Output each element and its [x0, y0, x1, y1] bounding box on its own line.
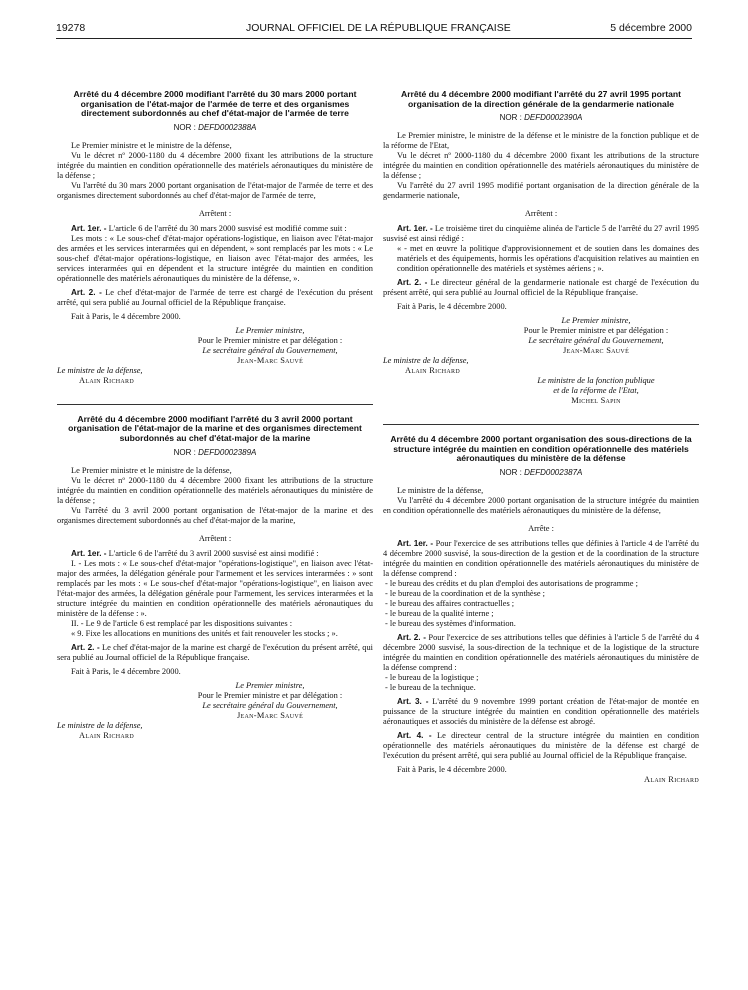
decree-title: Arrêté du 4 décembre 2000 modifiant l'arrêté du 27 avril 1995 portant organisation de la direction générale de la gendarmerie nationale	[400, 89, 681, 109]
article-label: Art. 1er. -	[397, 538, 434, 548]
list-item: - le bureau des affaires contractuelles ;	[385, 598, 515, 608]
signatory-name: Alain Richard	[79, 730, 134, 740]
article-label: Art. 2. -	[397, 278, 428, 288]
decree-simmad	[383, 435, 699, 785]
done-at: Fait à Paris, le 4 décembre 2000.	[71, 666, 181, 676]
signature-title: Le secrétaire général du Gouvernement,	[202, 700, 338, 710]
article-1: Art. 1er. - Pour l'exercice de ses attributions telles que définies à l'article 4 de l'arrêté du 4 décembre 2000 susvisé, la sous-direction de la gestion et de la coordination de la structure intégrée du maintien en condition opérationnelle des matériels aéronautiques du ministère de la défense comprend :	[383, 538, 699, 578]
list-item: - le bureau des systèmes d'information.	[385, 618, 516, 628]
decree-title: Arrêté du 4 décembre 2000 modifiant l'arrêté du 3 avril 2000 portant organisation de l'état-major de la marine et des organismes directement subordonnés au chef d'état-major de la marine	[68, 413, 362, 443]
nor-line: NOR : DEFD0002389A	[173, 447, 257, 457]
arrete-heading: Arrêtent :	[524, 209, 558, 219]
article-2: Art. 2. - Le chef d'état-major de l'armée de terre est chargé de l'exécution du présent arrêté, qui sera publié au Journal officiel de la République française.	[57, 287, 373, 307]
signature-title: Le ministre de la fonction publique	[537, 376, 655, 386]
article-text: II. - Le 9 de l'article 6 est remplacé par les dispositions suivantes :	[71, 618, 293, 628]
article-2: Art. 2. - Le chef d'état-major de la marine est chargé de l'exécution du présent arrêté, qui sera publié au Journal officiel de la République française.	[57, 642, 373, 662]
article-label: Art. 1er. -	[397, 224, 433, 234]
visa: Vu l'arrêté du 30 mars 2000 portant organisation de l'état-major de l'armée de terre et des organismes directement subordonnés au chef d'état-major de l'armée de terre,	[57, 180, 373, 200]
article-text: I. - Les mots : « Le sous-chef d'état-major "opérations-logistique", en liaison avec l'état-major des armées, la délégation générale pour l'armement et les services interarmées : » sont remplacés par les mots : « Le sous-chef d'état-major "opérations-logistique", en liaison avec l'état-major des armées, la délégation générale pour l'armement, les services interarmées et la structure intégrée du maintien en condition opérationnelle des matériels aéronautiques du ministère de la défense : ».	[57, 558, 373, 618]
article-1: Art. 1er. - Le troisième tiret du cinquième alinéa de l'article 5 de l'arrêté du 27 avril 1995 susvisé est ainsi rédigé :	[383, 224, 699, 244]
left-column	[57, 90, 373, 759]
signature-title: Le secrétaire général du Gouvernement,	[528, 336, 664, 346]
article-2: Art. 2. - Pour l'exercice de ses attributions telles que définies à l'article 5 de l'arrêté du 4 décembre 2000 susvisé, la sous-direction de la technique et de la logistique de la structure intégrée du maintien en condition opérationnelle des matériels aéronautiques du ministère de la défense comprend :	[383, 632, 700, 672]
preamble: Le Premier ministre et le ministre de la défense,	[71, 465, 232, 475]
decree-title: Arrêté du 4 décembre 2000 modifiant l'arrêté du 30 mars 2000 portant organisation de l'état-major de l'armée de terre et des organismes directement subordonnés au chef d'état-major de l'armée de terre	[73, 89, 357, 119]
visa: Vu l'arrêté du 27 avril 1995 modifié portant organisation de la direction générale de la gendarmerie nationale,	[383, 181, 699, 201]
visa: Vu l'arrêté du 3 avril 2000 portant organisation de l'état-major de la marine et des organismes directement subordonnés au chef d'état-major de la marine,	[57, 505, 373, 525]
signature-line: Pour le Premier ministre et par délégation :	[197, 335, 343, 345]
arrete-heading: Arrêtent :	[198, 533, 232, 543]
article-label: Art. 1er. -	[71, 548, 107, 558]
done-at: Fait à Paris, le 4 décembre 2000.	[71, 311, 181, 321]
signatory-name: Jean-Marc Sauvé	[236, 710, 304, 720]
preamble: Le Premier ministre, le ministre de la défense et le ministre de la fonction publique et de la réforme de l'Etat,	[383, 131, 699, 151]
signature-line: Pour le Premier ministre et par délégation :	[523, 326, 669, 336]
signature-title: et de la réforme de l'Etat,	[553, 386, 639, 396]
page-header	[56, 22, 692, 36]
nor-line: NOR : DEFD0002388A	[173, 122, 257, 132]
article-text: « 9. Fixe les allocations en munitions des unités et fait renouveler les stocks ; ».	[71, 628, 338, 638]
nor-line: NOR : DEFD0002387A	[499, 467, 583, 477]
done-at: Fait à Paris, le 4 décembre 2000.	[397, 302, 507, 312]
preamble: Le ministre de la défense,	[397, 485, 484, 495]
visa: Vu le décret nº 2000-1180 du 4 décembre 2000 fixant les attributions de la structure intégrée du maintien en condition opérationnelle des matériels aéronautiques du ministère de la défense ;	[57, 150, 373, 180]
list-item: - le bureau des crédits et du plan d'emploi des autorisations de programme ;	[385, 578, 638, 588]
decree-title: Arrêté du 4 décembre 2000 portant organisation des sous-directions de la structure intégrée du maintien en condition opérationnelle des matériels aéronautiques du ministère de la défense	[390, 434, 692, 464]
section-divider	[383, 424, 699, 425]
signature-title: Le Premier ministre,	[235, 680, 305, 690]
signature-title: Le ministre de la défense,	[57, 365, 143, 375]
article-label: Art. 2. -	[71, 642, 100, 652]
journal-title: JOURNAL OFFICIEL DE LA RÉPUBLIQUE FRANÇAISE	[246, 22, 511, 34]
arrete-heading: Arrête :	[528, 523, 554, 533]
decree-army	[57, 90, 373, 386]
header-rule	[56, 38, 692, 39]
list-item: - le bureau de la coordination et de la synthèse ;	[385, 588, 545, 598]
signatory-name: Michel Sapin	[571, 396, 621, 406]
signatory-name: Jean-Marc Sauvé	[562, 346, 630, 356]
signatory-name: Alain Richard	[405, 366, 460, 376]
arrete-heading: Arrêtent :	[198, 208, 232, 218]
article-1: Art. 1er. - L'article 6 de l'arrêté du 3 avril 2000 susvisé est ainsi modifié :	[71, 548, 319, 558]
article-label: Art. 1er. -	[71, 223, 107, 233]
article-2: Art. 2. - Le directeur général de la gendarmerie nationale est chargé de l'exécution du présent arrêté, qui sera publié au Journal officiel de la République française.	[383, 278, 699, 298]
signature-title: Le ministre de la défense,	[57, 720, 143, 730]
list-item: - le bureau de la technique.	[385, 682, 476, 692]
article-3: Art. 3. - L'arrêté du 9 novembre 1999 portant création de l'état-major de montée en puissance de la structure intégrée du maintien en condition opérationnelle des matériels aéronautiques et associés du ministère de la défense est abrogé.	[383, 696, 699, 726]
article-text: Les mots : « Le sous-chef d'état-major opérations-logistique, en liaison avec l'état-major des armées et les services interarmées qui en dépendent, » sont remplacés par les mots : « Le sous-chef d'état-major opérations-logistique, en liaison avec l'état-major des armées, les services interarmées qui en dépendent et la structure intégrée du maintien en condition opérationnelle des matériels aéronautiques du ministère de la défense, ».	[57, 233, 373, 283]
signatory-name: Alain Richard	[644, 774, 699, 784]
decree-navy	[57, 415, 373, 741]
nor-line: NOR : DEFD0002390A	[499, 113, 583, 123]
issue-date: 5 décembre 2000	[610, 22, 692, 34]
signature-title: Le secrétaire général du Gouvernement,	[202, 345, 338, 355]
signatory-name: Alain Richard	[79, 375, 134, 385]
signature-title: Le ministre de la défense,	[383, 356, 469, 366]
article-label: Art. 4. -	[397, 730, 432, 740]
section-divider	[57, 404, 373, 405]
list-item: - le bureau de la logistique ;	[385, 672, 479, 682]
signature-line: Pour le Premier ministre et par délégation :	[197, 690, 343, 700]
article-1: Art. 1er. - L'article 6 de l'arrêté du 30 mars 2000 susvisé est modifié comme suit :	[71, 223, 347, 233]
article-label: Art. 2. -	[71, 287, 102, 297]
decree-gendarmerie	[383, 90, 699, 406]
visa: Vu le décret nº 2000-1180 du 4 décembre 2000 fixant les attributions de la structure intégrée du maintien en condition opérationnelle des matériels aéronautiques du ministère de la défense ;	[383, 151, 699, 181]
nor-code: DEFD0002390A	[524, 113, 583, 123]
nor-code: DEFD0002388A	[198, 122, 257, 132]
article-label: Art. 3. -	[397, 696, 429, 706]
signatory-name: Jean-Marc Sauvé	[236, 355, 304, 365]
article-4: Art. 4. - Le directeur central de la structure intégrée du maintien en condition opérationnelle des matériels aéronautiques du ministère de la défense est chargé de l'exécution du présent arrêté, qui sera publié au Journal officiel de la République française.	[383, 730, 700, 760]
signature-title: Le Premier ministre,	[561, 316, 631, 326]
signature-title: Le Premier ministre,	[235, 325, 305, 335]
preamble: Le Premier ministre et le ministre de la défense,	[71, 140, 232, 150]
right-column	[383, 90, 699, 803]
done-at: Fait à Paris, le 4 décembre 2000.	[397, 764, 507, 774]
nor-code: DEFD0002387A	[524, 467, 583, 477]
visa: Vu le décret nº 2000-1180 du 4 décembre 2000 fixant les attributions de la structure intégrée du maintien en condition opérationnelle des matériels aéronautiques du ministère de la défense ;	[57, 475, 373, 505]
quoted-text: « - met en œuvre la politique d'approvisionnement et de soutien dans les domaines des matériels et des équipements, hormis les opérations d'acquisition relatives au maintien en condition opérationnelle des matériels et systèmes aériens ; ».	[397, 244, 699, 274]
visa: Vu l'arrêté du 4 décembre 2000 portant organisation de la structure intégrée du maintien en condition opérationnelle des matériels aéronautiques du ministère de la défense,	[383, 495, 699, 515]
page-number: 19278	[56, 22, 86, 34]
nor-code: DEFD0002389A	[198, 447, 257, 457]
list-item: - le bureau de la qualité interne ;	[385, 608, 494, 618]
article-label: Art. 2. -	[397, 632, 426, 642]
